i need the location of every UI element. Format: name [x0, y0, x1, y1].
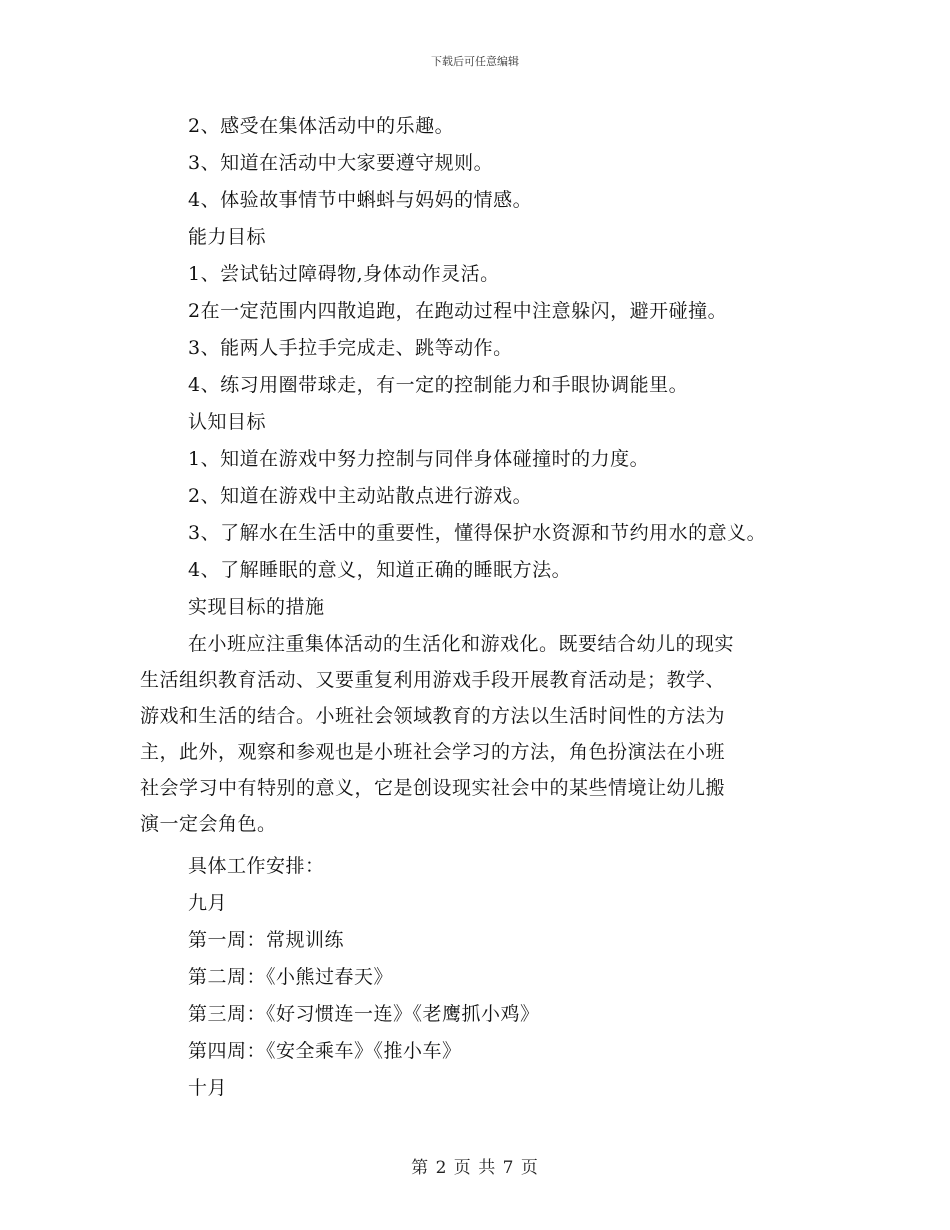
text-line: 4、练习用圈带球走，有一定的控制能力和手眼协调能里。 — [188, 374, 689, 396]
schedule-item: 第四周：《安全乘车》《推小车》 — [188, 1040, 462, 1062]
text-line: 1、尝试钻过障碍物,身体动作灵活。 — [188, 263, 500, 285]
paragraph-line: 游戏和生活的结合。小班社会领域教育的方法以生活时间性的方法为 — [140, 705, 726, 727]
schedule-item: 第二周：《小熊过春天》 — [188, 966, 394, 988]
text-line: 1、知道在游戏中努力控制与同伴身体碰撞时的力度。 — [188, 448, 650, 470]
section-heading: 认知目标 — [188, 411, 267, 433]
text-line: 2、知道在游戏中主动站散点进行游戏。 — [188, 485, 533, 507]
body-paragraph — [140, 626, 820, 842]
section-heading: 具体工作安排： — [188, 855, 325, 877]
text-line: 2在一定范围内四散追跑，在跑动过程中注意躲闪，避开碰撞。 — [188, 300, 728, 322]
text-line: 3、能两人手拉手完成走、跳等动作。 — [188, 337, 513, 359]
month-heading: 九月 — [188, 892, 228, 914]
paragraph-line: 生活组织教育活动、又要重复利用游戏手段开展教育活动是；教学、 — [140, 669, 726, 691]
text-line: 3、了解水在生活中的重要性，懂得保护水资源和节约用水的意义。 — [188, 522, 767, 544]
paragraph-line: 社会学习中有特别的意义，它是创设现实社会中的某些情境让幼儿搬 — [140, 777, 726, 799]
paragraph-line: 在小班应注重集体活动的生活化和游戏化。既要结合幼儿的现实 — [188, 633, 735, 655]
schedule-item: 第一周：常规训练 — [188, 929, 345, 951]
text-line: 4、体验故事情节中蝌蚪与妈妈的情感。 — [188, 189, 533, 211]
paragraph-line: 演一定会角色。 — [140, 813, 277, 835]
section-heading: 实现目标的措施 — [188, 596, 325, 618]
page-footer: 第 2 页 共 7 页 — [411, 1158, 539, 1178]
text-line: 2、感受在集体活动中的乐趣。 — [188, 115, 455, 137]
month-heading: 十月 — [188, 1077, 228, 1099]
paragraph-line: 主，此外，观察和参观也是小班社会学习的方法，角色扮演法在小班 — [140, 741, 726, 763]
text-line: 4、了解睡眠的意义，知道正确的睡眠方法。 — [188, 559, 572, 581]
schedule-item: 第三周：《好习惯连一连》《老鹰抓小鸡》 — [188, 1003, 540, 1025]
section-heading: 能力目标 — [188, 226, 267, 248]
text-line: 3、知道在活动中大家要遵守规则。 — [188, 152, 494, 174]
page-header: 下载后可任意编辑 — [431, 55, 519, 68]
